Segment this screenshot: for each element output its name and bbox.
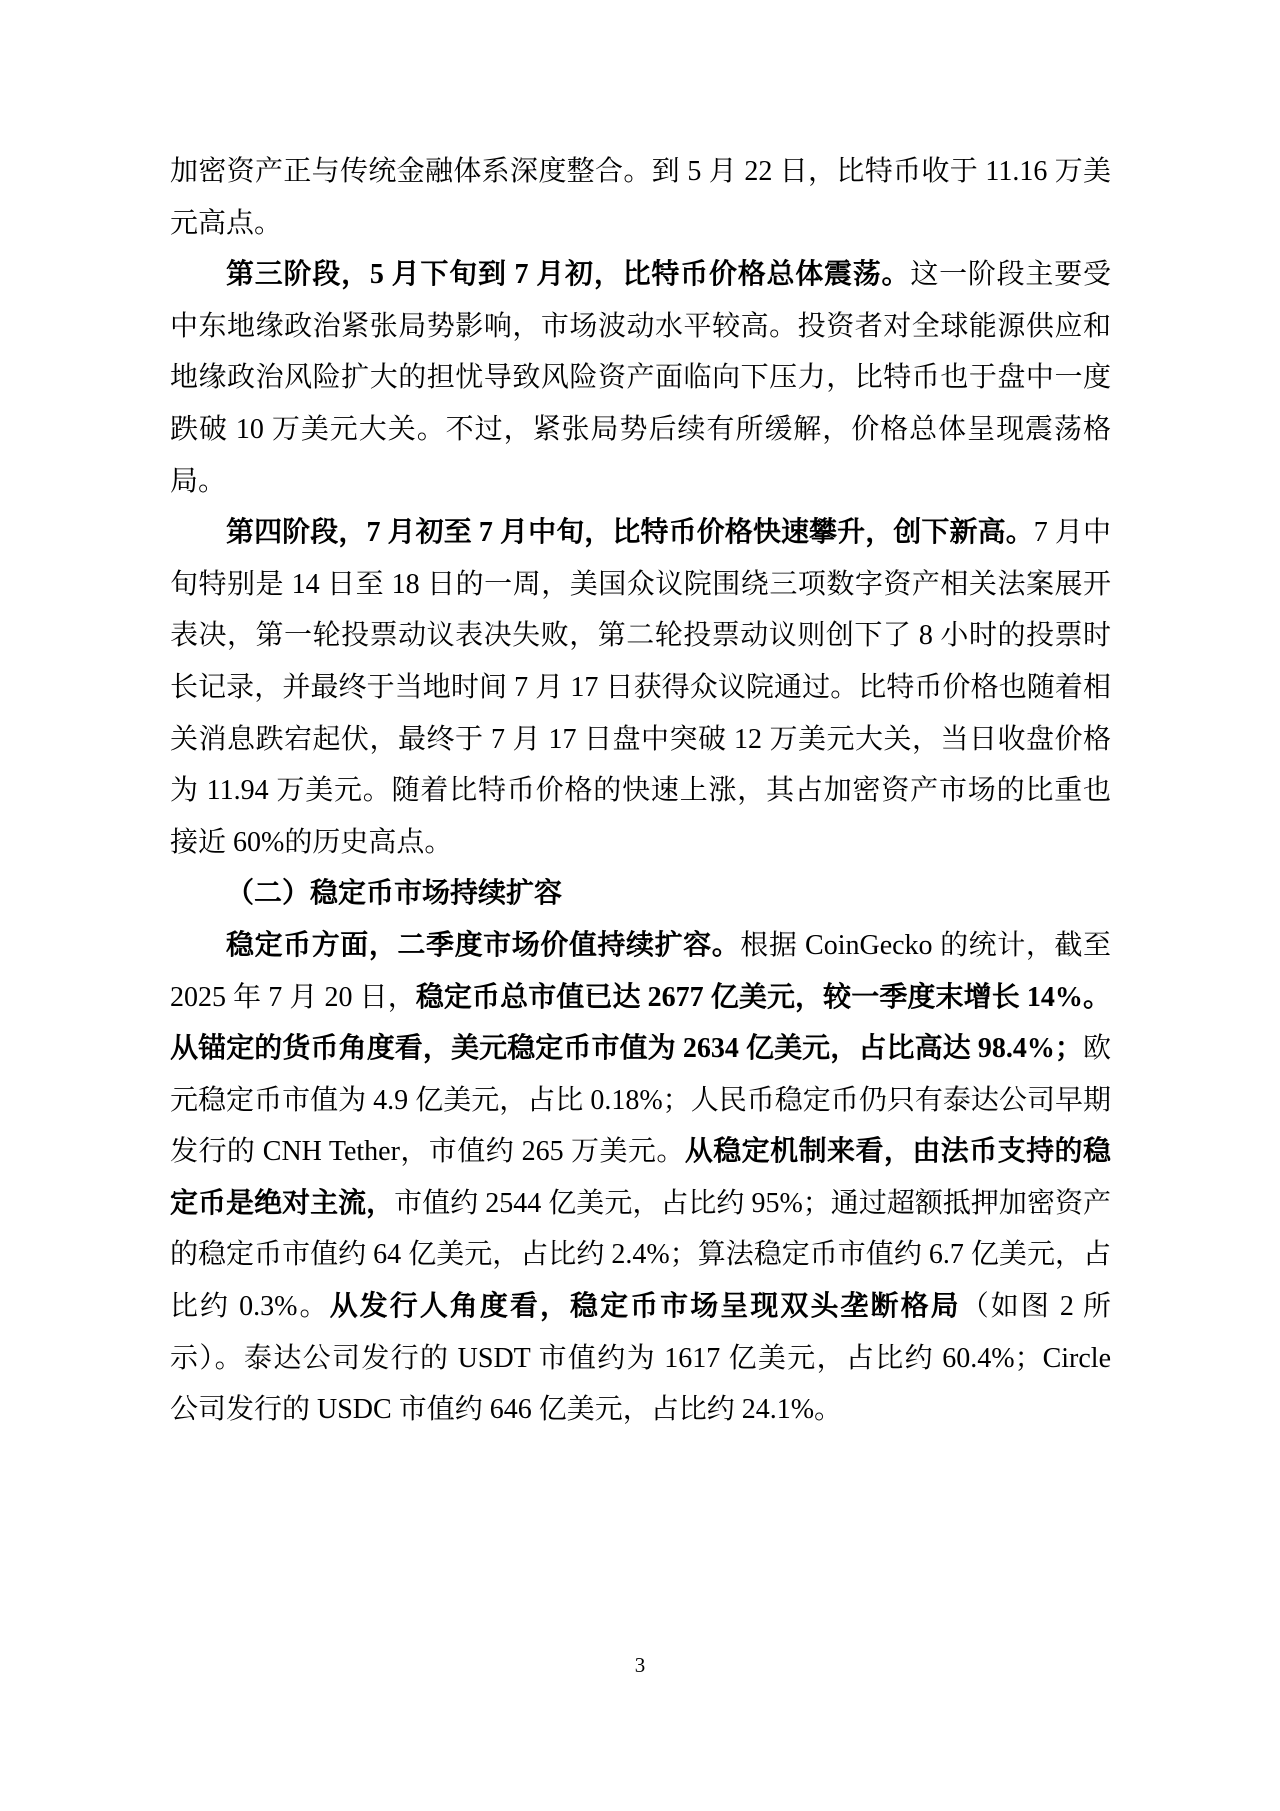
page-number: 3 [634,1653,646,1677]
text-run: 根据 CoinGecko 的统计，截至 2025 年 7 月 20 日， [170,929,1111,1013]
text-run: 加密资产正与传统金融体系深度整合。到 5 月 22 日，比特币收于 11.16 万美元高点。 [170,156,1111,239]
bold-text-run: 第三阶段，5 月下旬到 7 月初，比特币价格总体震荡。 [226,259,911,291]
text-run: 这一阶段主要受中东地缘政治紧张局势影响，市场波动水平较高。投资者对全球能源供应和地缘政治风险扩大的担忧导致风险资产面临向下压力，比特币也于盘中一度跌破 10 万美元大关。不过，紧张局势后续有所缓解，价格总体呈现震荡格局。 [170,259,1111,497]
text-run: 欧元稳定币市值为 4.9 亿美元，占比 0.18%；人民币稳定币仍只有泰达公司早期发行的 CNH Tether，市值约 265 万美元。 [170,1033,1111,1168]
text-run: （如图 2 所示）。泰达公司发行的 USDT 市值约为 1617 亿美元，占比约 60.4%；Circle 公司发行的 USDC 市值约 646 亿美元，占比约 24.1%。 [170,1291,1111,1426]
bold-text-run: （二）稳定币市场持续扩容 [226,878,563,910]
text-run: 市值约 2544 亿美元，占比约 95%；通过超额抵押加密资产的稳定币市值约 64 亿美元，占比约 2.4%；算法稳定币市值约 6.7 亿美元，占比约 0.3%。 [170,1187,1111,1323]
bold-text-run: 从稳定机制来看，由法币支持的稳定币是绝对主流， [170,1136,1111,1219]
bold-text-run: 从发行人角度看，稳定币市场呈现双头垄断格局 [329,1291,961,1323]
bold-text-run: 稳定币方面，二季度市场价值持续扩容。 [226,929,741,961]
paragraph [170,920,1111,1436]
paragraph [170,249,1111,507]
bold-text-run: 第四阶段，7 月初至 7 月中旬，比特币价格快速攀升，创下新高。 [226,517,1034,549]
page-footer [0,1650,1280,1680]
document-body [170,146,1111,1436]
paragraph [170,146,1111,249]
bold-text-run: 稳定币总市值已达 2677 亿美元，较一季度末增长 14%。从锚定的货币角度看，美元稳定币市值为 2634 亿美元，占比高达 98.4%； [170,981,1111,1065]
section-heading [170,868,1111,920]
text-run: 7 月中旬特别是 14 日至 18 日的一周，美国众议院围绕三项数字资产相关法案展开表决，第一轮投票动议表决失败，第二轮投票动议则创下了 8 小时的投票时长记录，并最终于当地时间 7 月 17 日获得众议院通过。比特币价格也随着相关消息跌宕起伏，最终于 7 月 17 日盘中突破 12 万美元大关，当日收盘价格为 11.94 万美元。随着比特币价格的快速上涨，其占加密资产市场的比重也接近 60%的历史高点。 [170,517,1111,858]
paragraph [170,507,1111,868]
